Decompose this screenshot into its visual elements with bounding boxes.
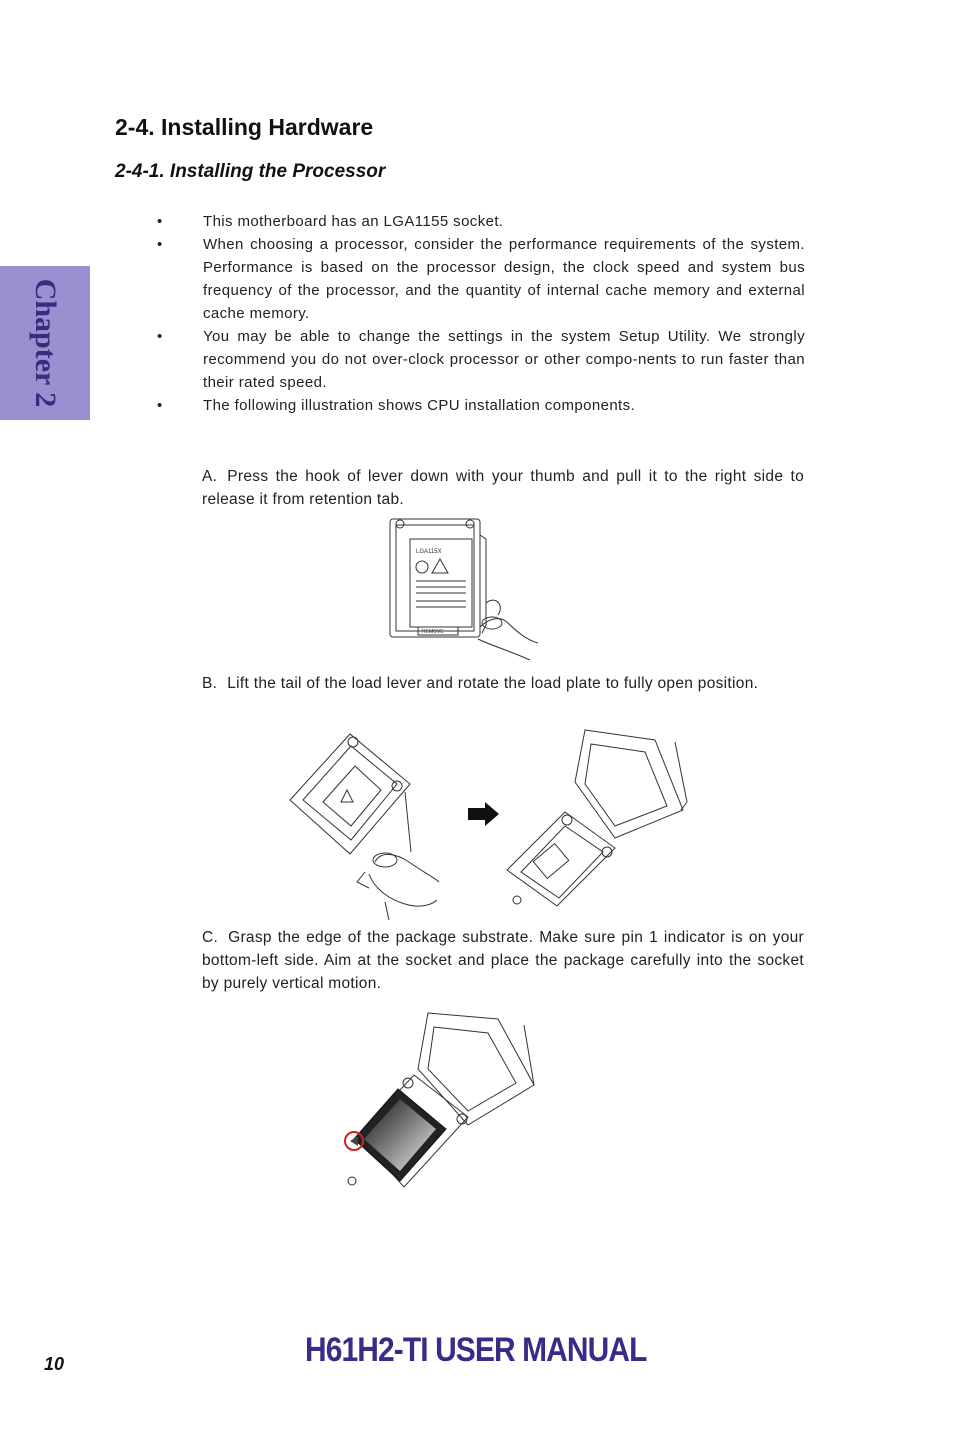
figure-a-socket-closed [370,515,540,665]
step-c: C. Grasp the edge of the package substrate. Make sure pin 1 indicator is on your bottom-left side. Aim at the socket and place the package carefully into the socket by purely vertical motion. [202,929,804,992]
subsection-title: 2-4-1. Installing the Processor [115,161,386,182]
remove-tab-label: REMOVE [422,629,444,635]
bullet-dot-icon: • [157,213,163,230]
bullet-dot-icon: • [157,328,163,345]
chapter-side-tab [0,266,90,420]
arrow-right-icon [468,802,499,826]
socket-model-label: LGA115X [416,549,442,555]
bullet-dot-icon: • [157,397,163,414]
bullet-item: • This motherboard has an LGA1155 socket. [155,210,805,233]
chapter-tab-label: Chapter 2 [29,278,62,408]
manual-title: H61H2-TI USER MANUAL [305,1331,647,1369]
section-title: 2-4. Installing Hardware [115,114,374,140]
bullet-dot-icon: • [157,236,163,253]
page-number: 10 [44,1354,65,1374]
step-a: A. Press the hook of lever down with your thumb and pull it to the right side to release it from retention tab. [202,468,804,508]
pin1-triangle-icon [350,1136,358,1146]
bullet-list [155,210,805,417]
cpu-heatspreader [364,1099,436,1171]
bullet-item: • You may be able to change the settings in the system Setup Utility. We strongly recommend you do not over-clock processor or other compo-nents to run faster than their rated speed. [155,325,805,394]
bullet-item: • The following illustration shows CPU installation components. [155,394,805,417]
figure-c-cpu-placement [338,1005,548,1201]
step-b: B. Lift the tail of the load lever and rotate the load plate to fully open position. [202,675,759,692]
bullet-item: • When choosing a processor, consider the performance requirements of the system. Performance is based on the processor design, the clock speed and system bus frequency of the processor, and the quantity of internal cache memory and external cache memory. [155,233,805,325]
figure-b-socket-opening [285,722,695,920]
